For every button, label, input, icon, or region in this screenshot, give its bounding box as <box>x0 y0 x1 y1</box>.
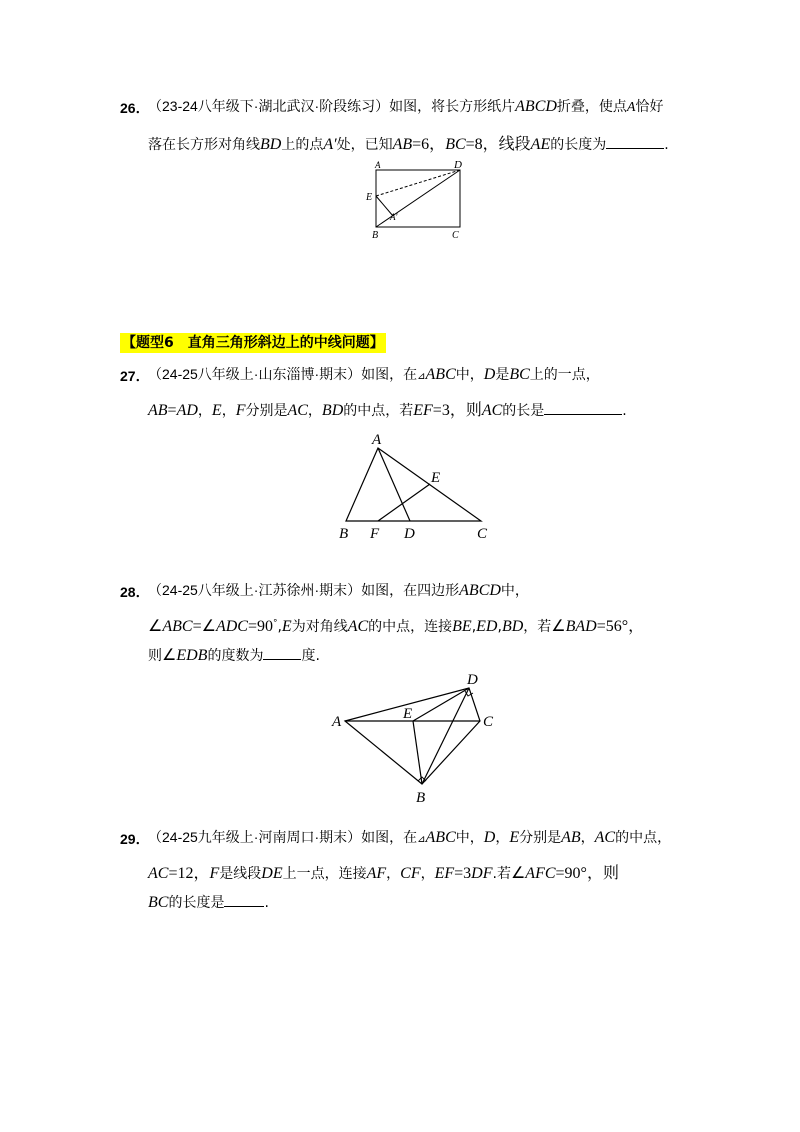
q27-label-e: E <box>431 470 441 486</box>
q28-line3: 则∠EDB的度数为 度. <box>148 647 320 664</box>
q27-label-f: F <box>370 526 380 542</box>
q27-figure <box>336 428 506 543</box>
q27-line2: AB=AD，E，F分别是AC，BD的中点，若EF=3，则AC的长是 . <box>148 402 627 419</box>
q26-label-a: A <box>375 160 381 170</box>
q27-number: 27． <box>120 368 150 384</box>
q28-label-c: C <box>483 714 494 730</box>
q26-fold-line-ed <box>376 170 460 196</box>
q28-quadrilateral-abcd <box>345 688 480 784</box>
q27-label-a: A <box>372 432 382 448</box>
q26-number: 26． <box>120 100 150 116</box>
q27-triangle-abc <box>346 448 481 521</box>
q29-line1: （24-25九年级上·河南周口·期末）如图，在⊿ABC中，D，E分别是AB，AC的中点， <box>148 829 672 846</box>
q27-label-d: D <box>404 526 415 542</box>
q28-number: 28． <box>120 584 150 600</box>
q26-label-b: B <box>372 230 379 241</box>
q26-line1: （23-24八年级下·湖北武汉·阶段练习）如图，将长方形纸片ABCD折叠，使点A恰好 <box>148 98 664 115</box>
q27-source: （24-25八年级上·山东淄博·期末） <box>148 366 362 382</box>
q27-line1: （24-25八年级上·山东淄博·期末）如图，在⊿ABC中，D是BC上的一点， <box>148 366 600 383</box>
q26-diagonal-bd <box>376 170 460 227</box>
section-title: 【题型6 直角三角形斜边上的中线问题】 <box>122 335 384 351</box>
q28-figure <box>330 670 505 805</box>
q28-line1: （24-25八年级上·江苏徐州·期末）如图，在四边形ABCD中， <box>148 582 529 599</box>
q29-answer-blank[interactable] <box>224 892 264 907</box>
q26-label-e: E <box>366 192 373 203</box>
q29-line3: BC的长度是 . <box>148 894 269 911</box>
q26-label-a1: A′ <box>390 212 398 222</box>
q28-segment-be <box>413 721 422 784</box>
q26-label-d: D <box>454 159 462 171</box>
q26-answer-blank[interactable] <box>606 134 664 149</box>
q28-label-b: B <box>416 790 426 806</box>
q28-label-e: E <box>403 706 413 722</box>
q26-line2: 落在长方形对角线BD上的点A′处，已知AB=6，BC=8，线段AE的长度为 . <box>148 136 669 153</box>
q28-label-d: D <box>467 672 478 688</box>
q29-source: （24-25九年级上·河南周口·期末） <box>148 829 362 845</box>
q28-source: （24-25八年级上·江苏徐州·期末） <box>148 582 362 598</box>
q29-line2: AC=12，F是线段DE上一点，连接AF，CF，EF=3DF.若∠AFC=90°，则 <box>148 865 619 882</box>
q26-source: （23-24八年级下·湖北武汉·阶段练习） <box>148 98 390 114</box>
q29-number: 29． <box>120 831 150 847</box>
q27-label-c: C <box>477 526 488 542</box>
q28-line2: ∠ABC=∠ADC=90°,E为对角线AC的中点，连接BE,ED,BD，若∠BAD=56°， <box>148 618 645 635</box>
q27-segment-fe <box>378 484 430 521</box>
q26-figure <box>365 158 475 241</box>
q26-label-c: C <box>452 230 459 241</box>
q27-answer-blank[interactable] <box>544 400 622 415</box>
q28-answer-blank[interactable] <box>263 645 301 660</box>
q27-label-b: B <box>339 526 349 542</box>
q28-label-a: A <box>332 714 342 730</box>
